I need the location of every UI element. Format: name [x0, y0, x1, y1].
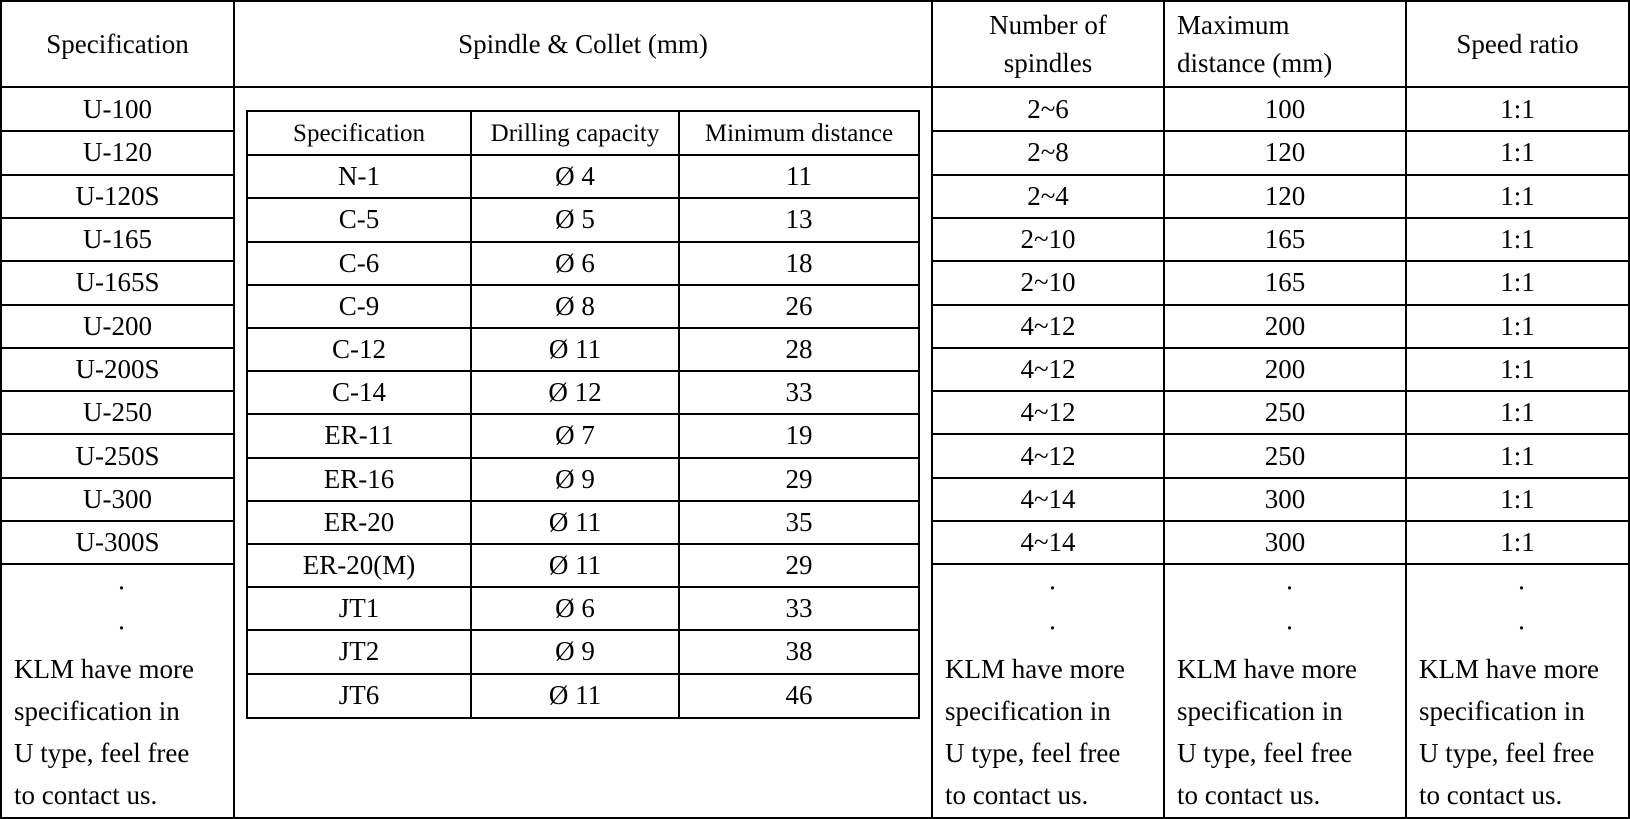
column-divider: [1405, 0, 1407, 819]
cell-ratio: 1:1: [1500, 224, 1535, 255]
row-divider: [931, 563, 1630, 565]
collet-row-divider: [248, 370, 918, 372]
collet-header: Minimum distance: [704, 119, 894, 147]
note-specification: [14, 568, 229, 816]
note-line: KLM have more: [14, 654, 194, 684]
note-speed-ratio: [1419, 568, 1624, 816]
row-divider: [931, 390, 1630, 392]
header-speed-ratio: Speed ratio: [1456, 28, 1579, 59]
collet-row-divider: [248, 327, 918, 329]
cell-distance: 120: [1264, 180, 1306, 211]
collet-row-divider: [248, 543, 918, 545]
note-dot: ·: [117, 573, 126, 603]
collet-cell: JT6: [338, 679, 380, 710]
row-divider: [931, 217, 1630, 219]
header-specification: Specification: [46, 28, 189, 59]
collet-cell: ER-16: [323, 463, 395, 494]
note-line: U type, feel free: [945, 738, 1121, 768]
cell-spindles: 4~14: [1020, 527, 1076, 558]
cell-distance: 300: [1264, 483, 1306, 514]
row-divider: [0, 217, 233, 219]
header-number-of-spindles: [933, 2, 1163, 86]
cell-spindles: 2~8: [1027, 137, 1069, 168]
collet-row-divider: [248, 586, 918, 588]
row-divider: [0, 260, 233, 262]
cell-spec: U-100: [83, 94, 152, 125]
note-line: KLM have more: [1419, 654, 1599, 684]
cell-spindles: 4~12: [1020, 310, 1076, 341]
collet-cell: Ø 9: [555, 636, 595, 667]
note-line: KLM have more: [1177, 654, 1357, 684]
collet-cell: 38: [785, 636, 813, 667]
note-line: to contact us.: [14, 780, 158, 810]
note-maximum-distance: [1177, 568, 1402, 816]
collet-cell: Ø 11: [548, 334, 602, 365]
header-spindle-collet: Spindle & Collet (mm): [458, 28, 708, 59]
header-divider: [0, 86, 1630, 88]
row-divider: [931, 130, 1630, 132]
collet-cell: Ø 4: [555, 161, 595, 192]
header-number-of-spindles-line1: Number of: [989, 10, 1107, 40]
row-divider: [931, 304, 1630, 306]
cell-spec: U-200S: [75, 353, 160, 384]
column-divider: [1163, 0, 1165, 819]
row-divider: [931, 174, 1630, 176]
note-line: to contact us.: [1419, 780, 1563, 810]
collet-cell: C-14: [332, 377, 386, 408]
note-line: to contact us.: [945, 780, 1089, 810]
cell-distance: 165: [1264, 267, 1306, 298]
cell-ratio: 1:1: [1500, 137, 1535, 168]
note-dot: ·: [1285, 613, 1294, 643]
cell-spec: U-300: [83, 483, 152, 514]
cell-distance: 120: [1264, 137, 1306, 168]
cell-spindles: 2~10: [1020, 267, 1076, 298]
row-divider: [0, 477, 233, 479]
collet-cell: 46: [785, 679, 813, 710]
note-line: specification in: [945, 696, 1111, 726]
cell-ratio: 1:1: [1500, 94, 1535, 125]
collet-cell: Ø 6: [555, 593, 595, 624]
collet-row-divider: [248, 673, 918, 675]
cell-spindles: 2~10: [1020, 224, 1076, 255]
row-divider: [0, 304, 233, 306]
header-number-of-spindles-line2: spindles: [1003, 48, 1093, 78]
row-divider: [0, 347, 233, 349]
collet-table: [246, 110, 920, 719]
cell-spec: U-120S: [75, 180, 160, 211]
note-dot: ·: [1517, 613, 1526, 643]
collet-cell: Ø 5: [555, 204, 595, 235]
note-line: specification in: [1177, 696, 1343, 726]
note-number-of-spindles: [945, 568, 1160, 816]
cell-ratio: 1:1: [1500, 180, 1535, 211]
collet-cell: Ø 7: [555, 420, 595, 451]
cell-distance: 200: [1264, 353, 1306, 384]
cell-distance: 300: [1264, 527, 1306, 558]
row-divider: [0, 390, 233, 392]
collet-cell: ER-20(M): [302, 550, 416, 581]
collet-cell: ER-11: [324, 420, 394, 451]
header-maximum-distance-line2: distance (mm): [1177, 48, 1333, 78]
collet-table-grid: [248, 112, 918, 717]
collet-row-divider: [248, 457, 918, 459]
collet-cell: Ø 12: [548, 377, 602, 408]
header-maximum-distance: [1165, 2, 1405, 86]
collet-cell: Ø 8: [555, 290, 595, 321]
collet-cell: 13: [785, 204, 813, 235]
cell-spindles: 2~6: [1027, 94, 1069, 125]
row-divider: [931, 520, 1630, 522]
collet-cell: Ø 11: [548, 550, 602, 581]
cell-spindles: 4~14: [1020, 483, 1076, 514]
note-line: U type, feel free: [1419, 738, 1595, 768]
collet-cell: 29: [785, 550, 813, 581]
collet-cell: 29: [785, 463, 813, 494]
cell-spindles: 4~12: [1020, 397, 1076, 428]
cell-spindles: 4~12: [1020, 353, 1076, 384]
note-dot: ·: [1285, 573, 1294, 603]
cell-spec: U-165S: [75, 267, 160, 298]
collet-cell: 35: [785, 506, 813, 537]
collet-row-divider: [248, 154, 918, 156]
collet-cell: 26: [785, 290, 813, 321]
cell-ratio: 1:1: [1500, 527, 1535, 558]
collet-cell: 19: [785, 420, 813, 451]
row-divider: [931, 260, 1630, 262]
collet-row-divider: [248, 241, 918, 243]
cell-ratio: 1:1: [1500, 353, 1535, 384]
cell-spindles: 2~4: [1027, 180, 1069, 211]
cell-ratio: 1:1: [1500, 397, 1535, 428]
row-divider: [0, 520, 233, 522]
collet-cell: JT2: [338, 636, 380, 667]
cell-distance: 250: [1264, 440, 1306, 471]
collet-cell: C-12: [332, 334, 386, 365]
note-dot: ·: [1048, 613, 1057, 643]
collet-cell: 11: [786, 161, 812, 192]
row-divider: [0, 130, 233, 132]
table-border-top: [0, 0, 1630, 2]
cell-distance: 200: [1264, 310, 1306, 341]
collet-row-divider: [248, 629, 918, 631]
collet-header: Drilling capacity: [490, 119, 660, 147]
row-divider: [0, 174, 233, 176]
collet-cell: 28: [785, 334, 813, 365]
note-line: specification in: [14, 696, 180, 726]
collet-row-divider: [248, 500, 918, 502]
row-divider: [931, 433, 1630, 435]
collet-row-divider: [248, 413, 918, 415]
collet-cell: Ø 9: [555, 463, 595, 494]
row-divider: [931, 347, 1630, 349]
table-border-left: [0, 0, 2, 819]
cell-distance: 100: [1264, 94, 1306, 125]
cell-spindles: 4~12: [1020, 440, 1076, 471]
cell-spec: U-200: [83, 310, 152, 341]
note-dot: ·: [117, 613, 126, 643]
cell-spec: U-250: [83, 397, 152, 428]
row-divider: [931, 477, 1630, 479]
collet-cell: Ø 6: [555, 247, 595, 278]
row-divider: [0, 433, 233, 435]
column-divider: [931, 0, 933, 819]
row-divider: [0, 563, 233, 565]
note-line: specification in: [1419, 696, 1585, 726]
cell-spec: U-165: [83, 224, 152, 255]
collet-cell: C-6: [338, 247, 380, 278]
collet-cell: JT1: [338, 593, 380, 624]
cell-distance: 250: [1264, 397, 1306, 428]
note-line: U type, feel free: [14, 738, 190, 768]
collet-cell: ER-20: [323, 506, 395, 537]
collet-header: Specification: [293, 119, 425, 147]
note-dot: ·: [1517, 573, 1526, 603]
collet-cell: Ø 11: [548, 679, 602, 710]
note-line: U type, feel free: [1177, 738, 1353, 768]
collet-cell: C-5: [338, 204, 380, 235]
cell-spec: U-300S: [75, 527, 160, 558]
note-line: KLM have more: [945, 654, 1125, 684]
column-divider: [233, 0, 235, 819]
collet-cell: Ø 11: [548, 506, 602, 537]
collet-row-divider: [248, 284, 918, 286]
collet-cell: 33: [785, 377, 813, 408]
cell-ratio: 1:1: [1500, 440, 1535, 471]
collet-row-divider: [248, 197, 918, 199]
collet-cell: 33: [785, 593, 813, 624]
note-line: to contact us.: [1177, 780, 1321, 810]
cell-ratio: 1:1: [1500, 267, 1535, 298]
collet-cell: N-1: [338, 161, 380, 192]
cell-distance: 165: [1264, 224, 1306, 255]
cell-spec: U-250S: [75, 440, 160, 471]
collet-cell: C-9: [338, 290, 380, 321]
header-maximum-distance-line1: Maximum: [1177, 10, 1290, 40]
collet-cell: 18: [785, 247, 813, 278]
cell-ratio: 1:1: [1500, 483, 1535, 514]
cell-ratio: 1:1: [1500, 310, 1535, 341]
note-dot: ·: [1048, 573, 1057, 603]
cell-spec: U-120: [83, 137, 152, 168]
